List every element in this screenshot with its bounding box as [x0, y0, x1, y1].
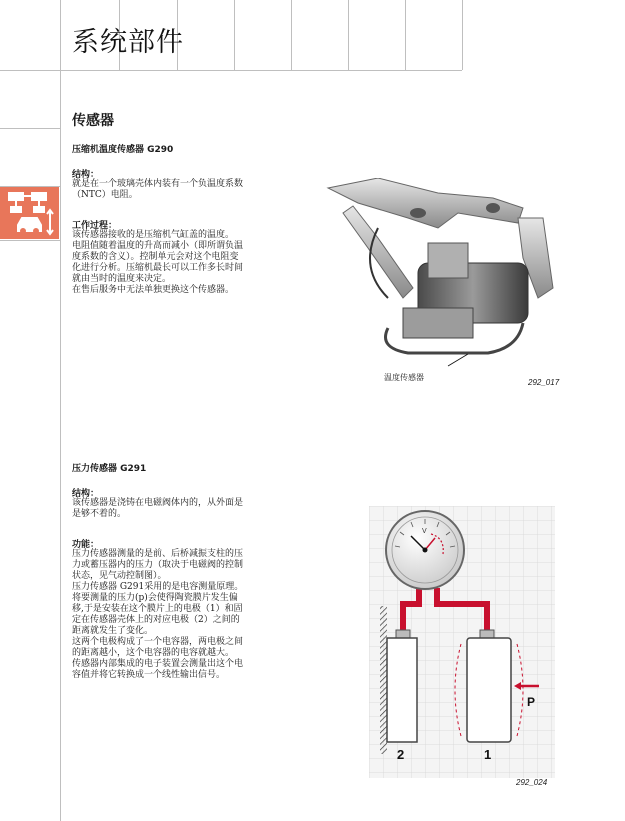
header-cell-divider: [462, 0, 463, 70]
figure-id-292-017: 292_017: [528, 378, 560, 387]
sensor1-structure-text: [72, 179, 284, 201]
figure-id-292-024: 292_024: [516, 778, 548, 787]
sensor2-structure-label: 结构：: [72, 489, 100, 499]
text-line: 在售后服务中无法单独更换这个传感器。: [72, 285, 235, 295]
header-cell-divider: [291, 0, 292, 70]
side-tab-rule: [0, 128, 60, 129]
text-line: 传感器内部集成的电子装置会测量出这个电: [72, 659, 244, 669]
temperature-sensor-callout: 温度传感器: [384, 373, 424, 382]
text-line: 该传感器接收的是压缩机气缸盖的温度。: [72, 230, 235, 240]
sensor1-process-label: 工作过程：: [72, 221, 118, 231]
header-cell-divider: [348, 0, 349, 70]
side-tab: [0, 187, 59, 239]
text-line: 容值并将它转换成一个线性输出信号。: [72, 670, 226, 680]
text-line: 就是在一个玻璃壳体内装有一个负温度系数: [72, 179, 244, 189]
sensor2-heading: 压力传感器 G291: [72, 464, 147, 474]
compressor-figure: [318, 178, 568, 378]
sensor1-heading: 压缩机温度传感器 G290: [72, 145, 174, 155]
sensor1-structure-label: 结构：: [72, 170, 100, 180]
label-p: P: [527, 695, 536, 709]
label-electrode-2: 2: [397, 747, 405, 762]
section-title: 传感器: [72, 113, 114, 129]
text-line: 是够不着的。: [72, 509, 127, 519]
text-line: 电阻值随着温度的升高而减小（即所谓负温: [72, 241, 244, 251]
text-line: 压力传感器 G291采用的是电容测量原理。: [72, 582, 244, 592]
text-line: 化进行分析。压缩机最长可以工作多长时间: [72, 263, 244, 273]
sensor1-process-text: [72, 230, 284, 296]
text-line: 力或蓄压器内的压力（取决于电磁阀的控制: [72, 560, 244, 570]
text-line: 就由当时的温度来决定。: [72, 274, 172, 284]
text-line: 该传感器是浇铸在电磁阀体内的，从外面是: [72, 498, 244, 508]
text-line: 移,于是安装在这个膜片上的电极（1）和固: [72, 604, 243, 614]
header-cell-divider: [234, 0, 235, 70]
svg-text:V: V: [422, 528, 427, 535]
side-tab-rule: [0, 240, 60, 241]
text-line: 距离就发生了变化。: [72, 626, 154, 636]
text-line: 定在传感器壳体上的对应电极（2）之间的: [72, 615, 240, 625]
sensor2-function-text: [72, 549, 284, 681]
label-electrode-1: 1: [484, 747, 492, 762]
text-line: 将要测量的压力(p)会使得陶瓷膜片发生偏: [72, 593, 238, 603]
left-column-rule: [60, 0, 61, 821]
sensor2-structure-text: [72, 498, 284, 520]
top-rule: [0, 70, 462, 71]
header-cell-divider: [405, 0, 406, 70]
pressure-sensor-diagram: [369, 506, 555, 778]
text-line: （NTC）电阻。: [72, 190, 138, 200]
suspension-control-icon: [0, 187, 59, 239]
text-line: 度系数的含义）。控制单元会对这个电阻变: [72, 252, 239, 262]
sensor2-function-label: 功能：: [72, 540, 100, 550]
page-title: 系统部件: [72, 27, 184, 58]
text-line: 这两个电极构成了一个电容器，两电极之间: [72, 637, 244, 647]
text-line: 状态，见气动控制图）。: [72, 571, 167, 581]
text-line: 压力传感器测量的是前、后桥减振支柱的压: [72, 549, 244, 559]
text-line: 的距离越小，这个电容器的电容就越大。: [72, 648, 235, 658]
